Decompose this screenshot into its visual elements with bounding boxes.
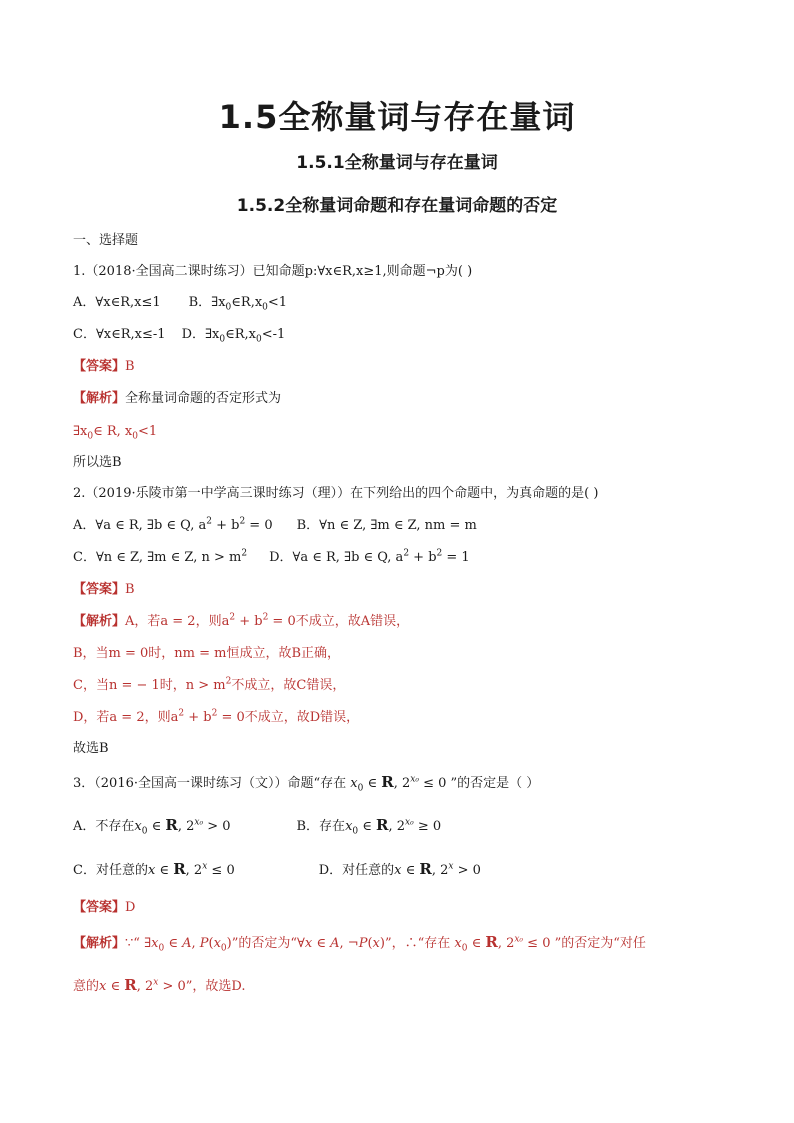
q3-options-cd [73,860,481,880]
q3-stem: 3．（2016·全国高一课时练习（文））命题“存在 $x_0$ ∈ R, $2^{x_0} \le 0$ ”的否定是（ ） [73,773,540,794]
q2-option-d: D．∀a ∈ R, ∃b ∈ Q, $a^2 + b^2 = 1$ [269,548,470,565]
q3-analysis-line2: 意的x ∈ R, $2^x > 0$”，故选D. [73,976,246,994]
q2-options-cd [73,549,470,567]
q1-work: $\exists x_0\in$ R, $x_0<1$ [73,424,158,442]
q2-option-b: B．∀n ∈ Z, ∃m ∈ Z, nm = m [296,518,477,533]
q3-option-c: C．对任意的x ∈ R, $2^x \le 0$ [73,860,235,878]
q3-options-ab [73,816,441,836]
q2-option-a: A．∀a ∈ R, ∃b ∈ Q, $a^2 + b^2 = 0$ [73,516,273,533]
q1-option-b: B．$\exists x_0\in R,x_0<1$ [188,295,288,313]
analysis-label: 【解析】 [73,391,126,406]
q3-option-d: D．对任意的x ∈ R, $2^x > 0$ [318,860,481,878]
q2-analysis-line3: C，当n = − 1时，$n > m^2$不成立，故C错误， [73,676,346,693]
q3-answer-value: D [125,900,136,915]
subtitle-1: 1.5.1全称量词与存在量词 [296,153,498,173]
q2-stem: 2.（2019·乐陵市第一中学高三课时练习（理））在下列给出的四个命题中，为真命题的是( ) [73,486,599,501]
q1-option-d: D．$\exists x_0\in R,x_0<-1$ [181,327,286,345]
q1-analysis-text: 全称量词命题的否定形式为 [125,391,282,406]
q3-analysis-line1: 【解析】∵“ $\exists x_0$ ∈ A, $P(x_0)$”的否定为“∀x ∈ A, ¬P(x)”，∴“存在 $x_0$ ∈ R, $2^{x_0} \le 0$ ”的否定为“对任 [73,933,646,954]
section-heading: 一、选择题 [73,233,139,248]
q1-conclusion: 所以选B [73,455,122,470]
q3-option-a: A．不存在$x_0$ ∈ R, $2^{x_0} > 0$ [73,816,231,837]
q1-answer [73,358,135,376]
q1-option-a: A．∀x∈R,x≤1 [73,295,161,310]
q1-answer-value: B [125,359,135,374]
q2-answer: 【答案】B [73,582,135,597]
q3-answer: 【答案】D [73,900,136,915]
answer-label: 【答案】 [73,359,126,374]
q2-analysis-line4: D，若a = 2，则$a^2 + b^2 = 0$不成立，故D错误， [73,708,360,725]
q1-option-c: C．∀x∈R,x≤-1 [73,327,166,342]
q2-analysis-line2: B，当m = 0时，nm = m恒成立，故B正确， [73,646,341,661]
subtitle-2: 1.5.2全称量词命题和存在量词命题的否定 [236,196,558,216]
q2-analysis-line1: 【解析】A，若a = 2，则$a^2 + b^2 = 0$不成立，故A错误， [73,612,410,629]
page-title: 1.5全称量词与存在量词 [218,98,576,136]
q1-options-ab [73,294,287,312]
q2-conclusion: 故选B [73,741,109,756]
q2-answer-value: B [125,582,135,597]
q1-analysis [73,390,281,408]
q3-option-b: B．存在$x_0$ ∈ R, $2^{x_0} \ge 0$ [296,816,442,837]
q1-options-cd [73,326,285,344]
q1-stem: 1.（2018·全国高二课时练习）已知命题p:∀x∈R,x≥1,则命题¬p为( ) [73,264,473,279]
q2-option-c: C．∀n ∈ Z, ∃m ∈ Z, $n > m^2$ [73,548,248,565]
q2-options-ab [73,517,477,535]
